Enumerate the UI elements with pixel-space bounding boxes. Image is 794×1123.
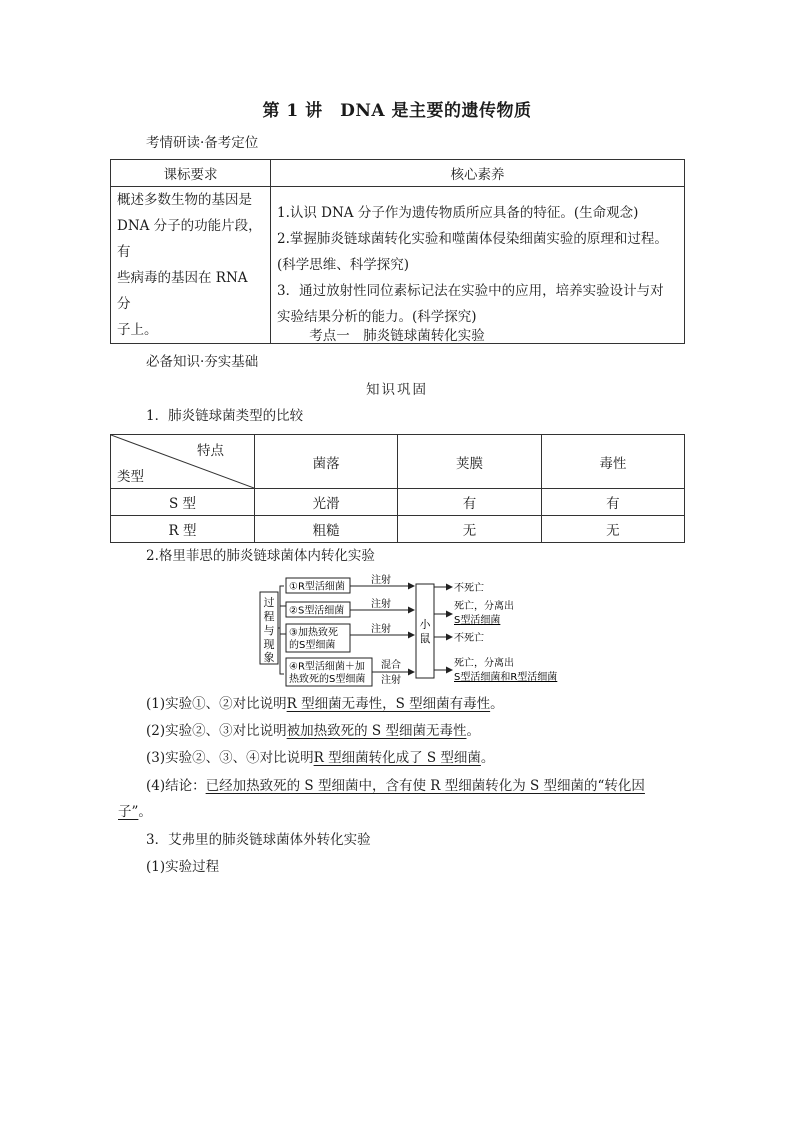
mouse-box — [416, 584, 434, 678]
conclusion-4: (4)结论：已经加热致死的 S 型细菌中，含有使 R 型细菌转化为 S 型细菌的“转化因 — [146, 778, 645, 794]
svg-text:注射: 注射 — [381, 675, 401, 686]
svg-text:④R型活细菌＋加: ④R型活细菌＋加 — [289, 661, 365, 673]
svg-text:③加热致死: ③加热致死 — [289, 627, 338, 639]
header-colony: 菌落 — [255, 435, 398, 489]
svg-text:现: 现 — [263, 638, 275, 651]
svg-text:①R型活细菌: ①R型活细菌 — [289, 581, 345, 593]
item-3: 3．艾弗里的肺炎链球菌体外转化实验 — [146, 832, 371, 848]
item-3-1: (1)实验过程 — [146, 859, 220, 875]
conclusion-3: (3)实验②、③、④对比说明R 型细菌转化成了 S 型细菌。 — [146, 750, 495, 766]
svg-text:过: 过 — [263, 596, 275, 609]
header-curriculum: 课标要求 — [111, 160, 271, 187]
conclusion-2: (2)实验②、③对比说明被加热致死的 S 型细菌无毒性。 — [146, 723, 480, 739]
bibei-heading: 必备知识·夯实基础 — [146, 354, 259, 370]
zhishi-heading: 知识巩固 — [366, 382, 428, 398]
bacteria-type-table — [110, 434, 685, 543]
svg-text:小: 小 — [419, 618, 431, 631]
conclusion-4-cont: 子”。 — [118, 804, 152, 820]
curriculum-table — [110, 159, 685, 344]
table-row: S 型 光滑 有 有 — [111, 489, 685, 516]
svg-text:鼠: 鼠 — [419, 632, 431, 645]
section-label: 考情研读·备考定位 — [146, 135, 259, 151]
brace-line — [278, 586, 284, 674]
result-2: 死亡，分离出 — [454, 601, 514, 612]
griffith-experiment-diagram — [256, 574, 568, 688]
table-row: R 型 粗糙 无 无 — [111, 516, 685, 543]
page-title: 第 1 讲 DNA 是主要的遗传物质 — [262, 101, 532, 121]
svg-text:②S型活细菌: ②S型活细菌 — [289, 605, 345, 617]
svg-text:S型活细菌和R型活细菌: S型活细菌和R型活细菌 — [454, 672, 558, 683]
svg-text:S型活细菌: S型活细菌 — [454, 615, 501, 626]
header-literacy: 核心素养 — [271, 160, 685, 187]
header-virulence: 毒性 — [541, 435, 684, 489]
result-1: 不死亡 — [454, 583, 484, 594]
svg-text:的S型细菌: 的S型细菌 — [289, 640, 336, 651]
conclusion-1: (1)实验①、②对比说明R 型细菌无毒性，S 型细菌有毒性。 — [146, 696, 504, 712]
header-capsule: 荚膜 — [398, 435, 541, 489]
kaodian-heading: 考点一 肺炎链球菌转化实验 — [309, 328, 485, 344]
result-3: 不死亡 — [454, 633, 484, 644]
svg-text:象: 象 — [263, 651, 275, 664]
svg-text:注射: 注射 — [371, 599, 391, 610]
svg-text:注射: 注射 — [371, 575, 391, 586]
svg-text:混合: 混合 — [381, 660, 401, 671]
item-2: 2.格里菲思的肺炎链球菌体内转化实验 — [146, 548, 375, 564]
svg-text:与: 与 — [263, 624, 275, 637]
corner-cell: 特点 类型 — [111, 435, 255, 489]
requirement-cell: 概述多数生物的基因是 DNA 分子的功能片段，有 些病毒的基因在 RNA 分 子上。 — [111, 187, 271, 344]
svg-text:热致死的S型细菌: 热致死的S型细菌 — [289, 674, 366, 685]
svg-text:程: 程 — [263, 610, 275, 623]
svg-text:注射: 注射 — [371, 624, 391, 635]
result-4: 死亡，分离出 — [454, 658, 514, 669]
literacy-cell: 1.认识 DNA 分子作为遗传物质所应具备的特征。(生命观念) 2.掌握肺炎链球菌转化实验和噬菌体侵染细菌实验的原理和过程。 (科学思维、科学探究) 3．通过放射性同位素标记法在实验中的应用，培养实验设计与对 实验结果分析的能力。(科学探究) — [271, 187, 685, 344]
item-1: 1．肺炎链球菌类型的比较 — [146, 408, 304, 424]
